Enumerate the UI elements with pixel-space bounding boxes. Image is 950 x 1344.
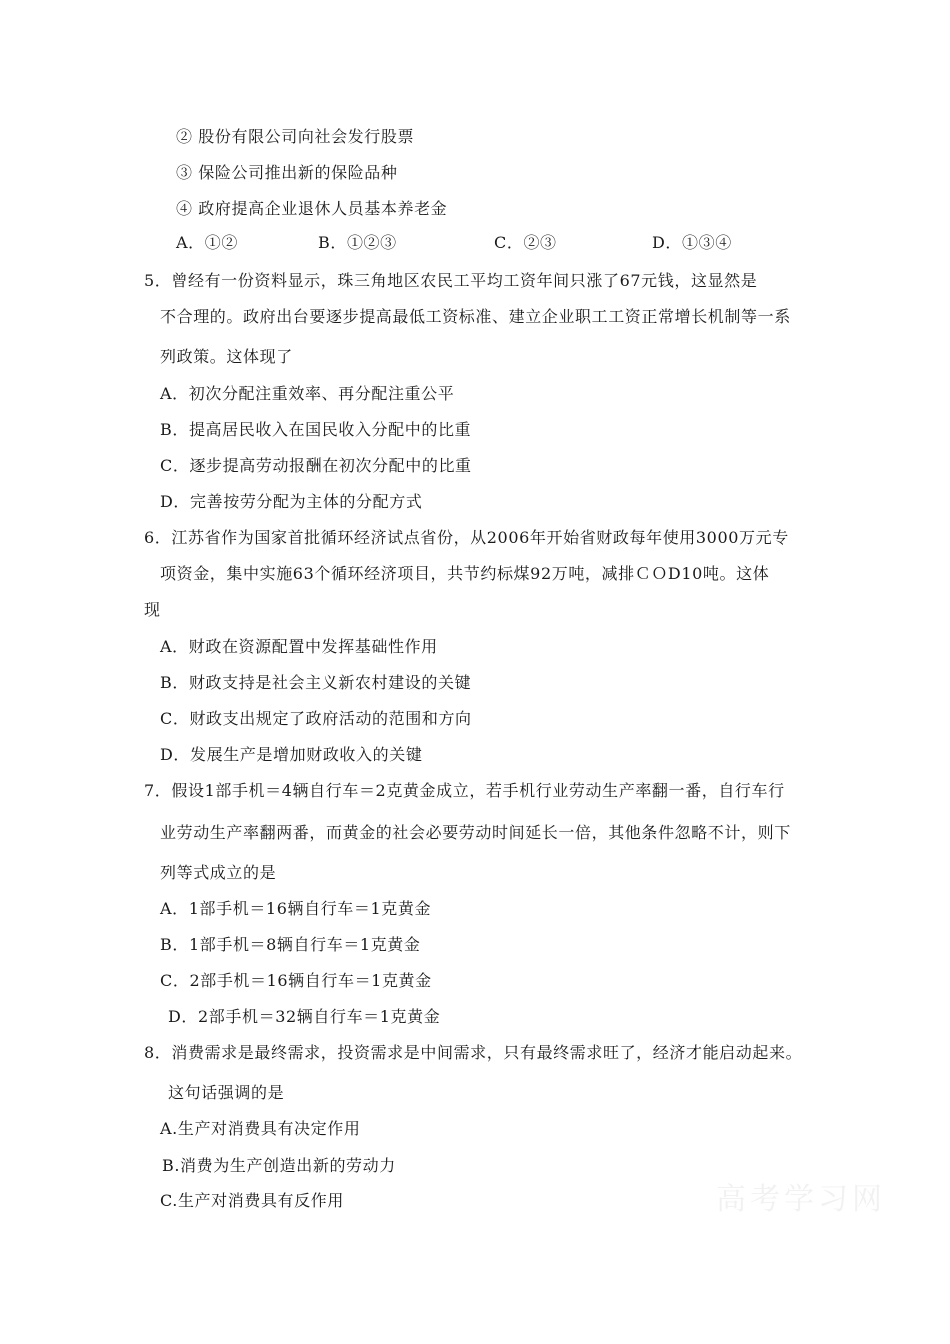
q7-stem-line-2: 业劳动生产率翻两番，而黄金的社会必要劳动时间延长一倍，其他条件忽略不计，则下 [160, 823, 791, 842]
q6-stem-line-2: 项资金，集中实施63个循环经济项目，共节约标煤92万吨，减排ＣＯD10吨。这体 [160, 564, 770, 583]
q4-option-a: A．①② [176, 233, 238, 252]
q8-option-b: B.消费为生产创造出新的劳动力 [162, 1156, 396, 1175]
q7-stem-line-3: 列等式成立的是 [160, 863, 277, 882]
q7-option-c: C．2部手机＝16辆自行车＝1克黄金 [160, 971, 432, 990]
q8-option-a: A.生产对消费具有决定作用 [160, 1119, 361, 1138]
q4-option-c: C．②③ [494, 233, 557, 252]
q7-option-d: D．2部手机＝32辆自行车＝1克黄金 [168, 1007, 441, 1026]
q6-stem-line-3: 现 [144, 600, 161, 619]
q5-option-d: D．完善按劳分配为主体的分配方式 [160, 492, 423, 511]
q7-option-a: A．1部手机＝16辆自行车＝1克黄金 [160, 899, 432, 918]
q4-option-d: D．①③④ [652, 233, 732, 252]
q6-option-b: B．财政支持是社会主义新农村建设的关键 [160, 673, 472, 692]
q4-item-3: ③ 保险公司推出新的保险品种 [176, 163, 398, 182]
q8-stem-line-1: 8．消费需求是最终需求，投资需求是中间需求，只有最终需求旺了，经济才能启动起来。 [144, 1043, 803, 1062]
q6-option-d: D．发展生产是增加财政收入的关键 [160, 745, 423, 764]
q7-stem-line-1: 7．假设1部手机＝4辆自行车＝2克黄金成立，若手机行业劳动生产率翻一番，自行车行 [144, 781, 785, 800]
q5-option-b: B．提高居民收入在国民收入分配中的比重 [160, 420, 472, 439]
q6-option-a: A．财政在资源配置中发挥基础性作用 [160, 637, 438, 656]
q5-stem-line-3: 列政策。这体现了 [160, 347, 293, 366]
q7-option-b: B．1部手机＝8辆自行车＝1克黄金 [160, 935, 421, 954]
q8-option-c: C.生产对消费具有反作用 [160, 1191, 344, 1210]
q5-option-a: A．初次分配注重效率、再分配注重公平 [160, 384, 455, 403]
q6-stem-line-1: 6．江苏省作为国家首批循环经济试点省份，从2006年开始省财政每年使用3000万元专 [144, 528, 789, 547]
q4-item-2: ② 股份有限公司向社会发行股票 [176, 127, 415, 146]
q5-stem-line-2: 不合理的。政府出台要逐步提高最低工资标准、建立企业职工工资正常增长机制等一系 [160, 307, 791, 326]
q8-stem-line-2: 这句话强调的是 [168, 1083, 285, 1102]
q5-option-c: C．逐步提高劳动报酬在初次分配中的比重 [160, 456, 472, 475]
q6-option-c: C．财政支出规定了政府活动的范围和方向 [160, 709, 472, 728]
q5-stem-line-1: 5．曾经有一份资料显示，珠三角地区农民工平均工资年间只涨了67元钱，这显然是 [144, 271, 758, 290]
q4-item-4: ④ 政府提高企业退休人员基本养老金 [176, 199, 448, 218]
q4-option-b: B．①②③ [318, 233, 397, 252]
watermark: 高考学习网 [716, 1182, 886, 1217]
